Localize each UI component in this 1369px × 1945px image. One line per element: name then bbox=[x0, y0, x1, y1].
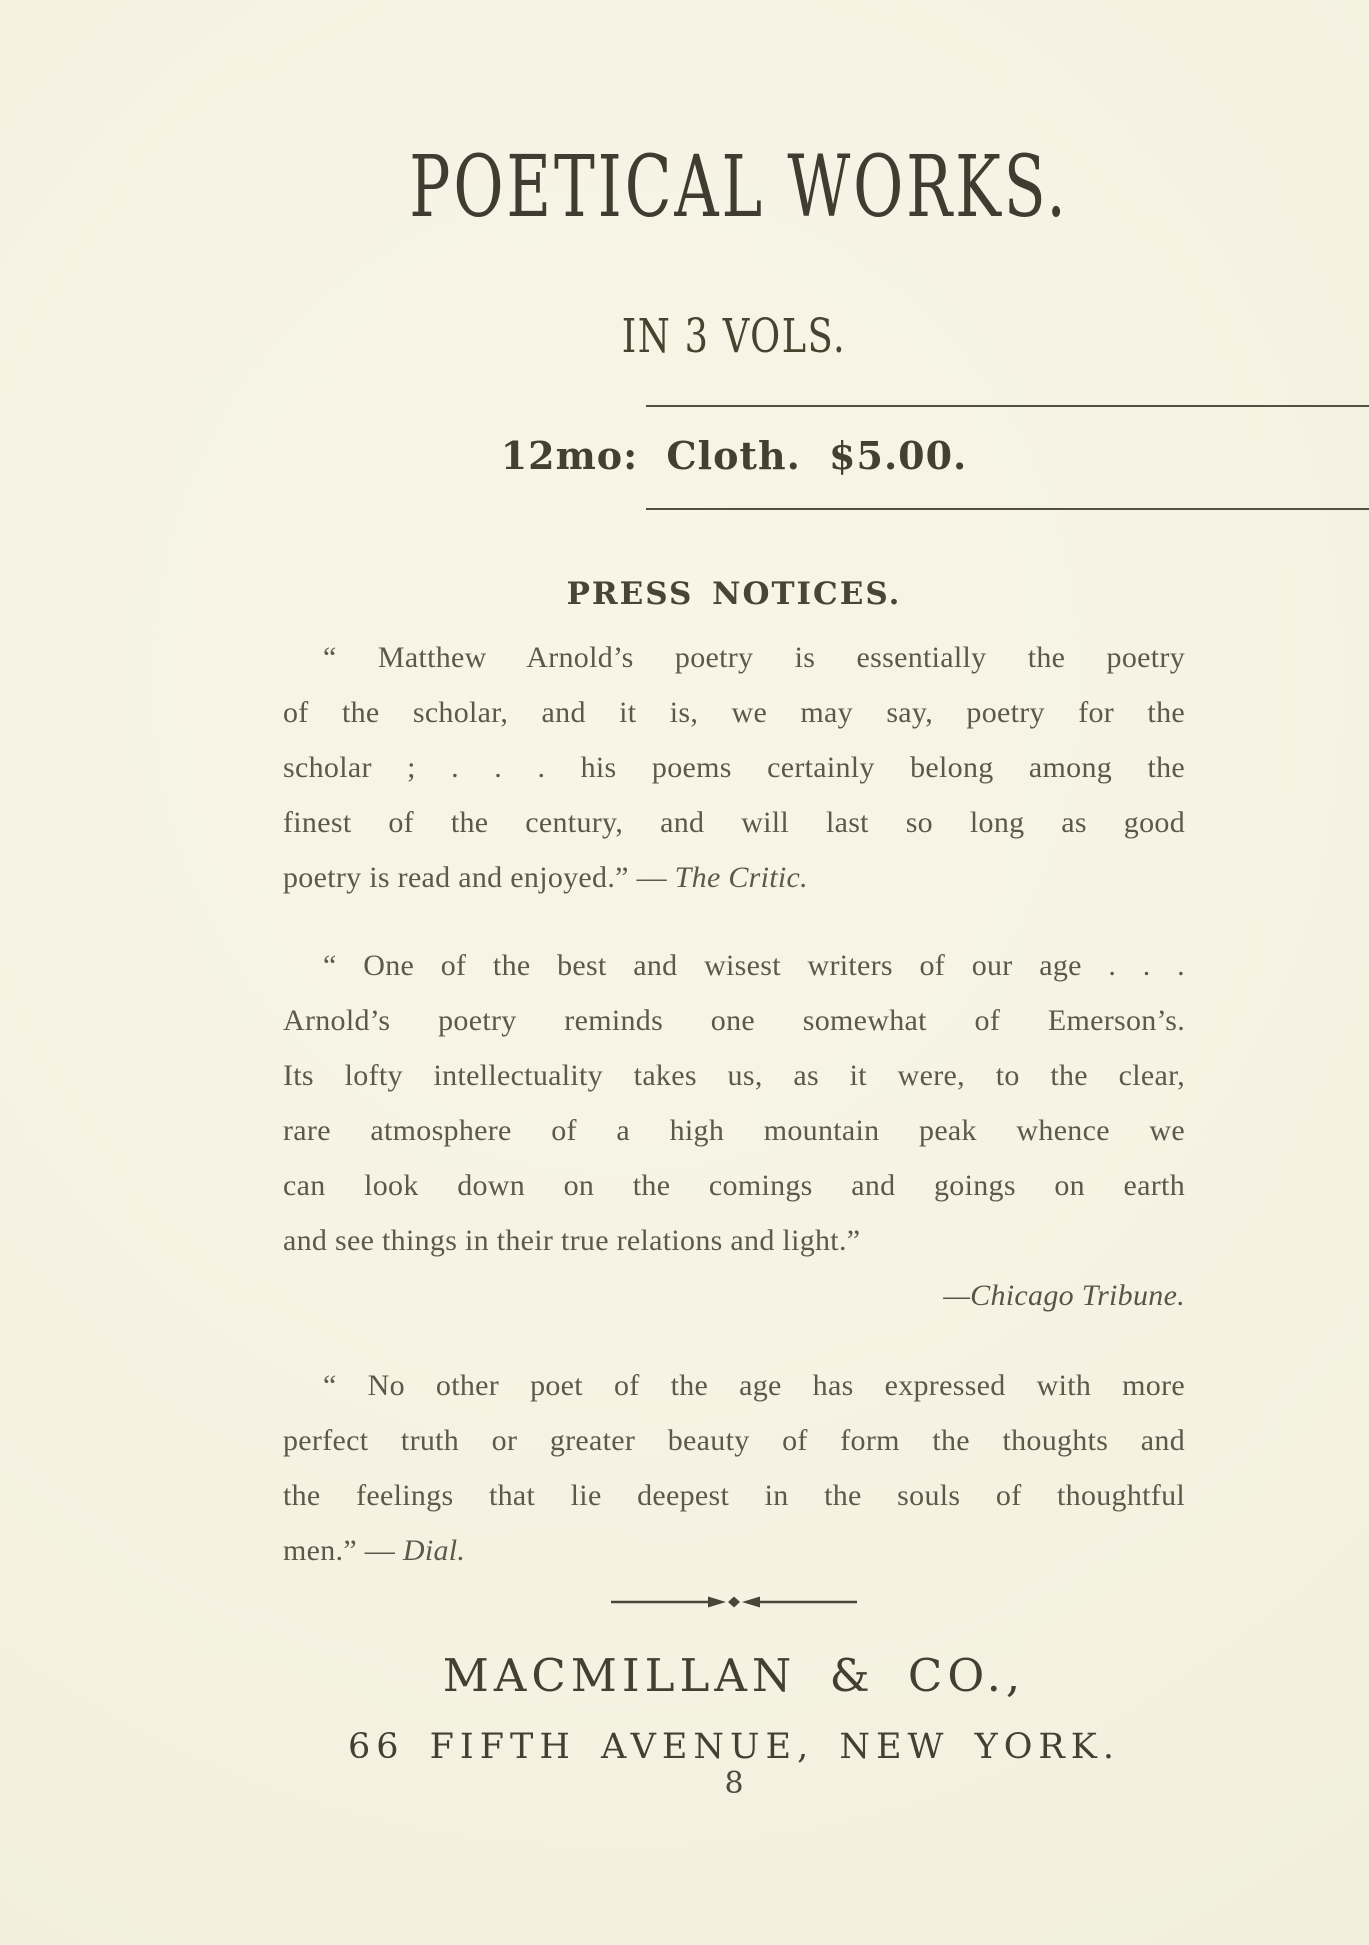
quote-text-end: and see things in their true relations and light.” bbox=[283, 1224, 861, 1257]
quote-line: of the scholar, and it is, we may say, poetry for the bbox=[283, 696, 1185, 729]
quote-line: Arnold’s poetry reminds one somewhat of Emerson’s. bbox=[283, 1004, 1185, 1037]
quote-line: finest of the century, and will last so long as good bbox=[283, 806, 1185, 839]
quote-last-line bbox=[283, 1213, 1185, 1268]
publisher-address: 66 FIFTH AVENUE, NEW YORK. bbox=[347, 1727, 1121, 1767]
quote-line: Its lofty intellectuality takes us, as it were, to the clear, bbox=[283, 1059, 1185, 1092]
page-number: 8 bbox=[724, 1766, 744, 1801]
quote-text-end: men.” — bbox=[283, 1534, 403, 1567]
quote-last-line bbox=[283, 850, 1185, 905]
quote-line: “ Matthew Arnold’s poetry is essentially the poetry bbox=[323, 641, 1185, 674]
page-title: POETICAL WORKS. bbox=[409, 138, 1069, 237]
quote-lines bbox=[283, 1358, 1185, 1523]
quote-line: “ No other poet of the age has expressed with more bbox=[323, 1369, 1185, 1402]
quote-line: perfect truth or greater beauty of form the thoughts and bbox=[283, 1424, 1185, 1457]
inward-arrows-rule-icon bbox=[611, 1594, 857, 1610]
quote-line: rare atmosphere of a high mountain peak whence we bbox=[283, 1114, 1185, 1147]
volumes-line: IN 3 VOLS. bbox=[621, 309, 847, 364]
publisher-name: MACMILLAN & CO., bbox=[442, 1649, 1026, 1702]
quote-line: the feelings that lie deepest in the souls of thoughtful bbox=[283, 1479, 1185, 1512]
quote-last-line bbox=[283, 1523, 1185, 1578]
quote-text-end: poetry is read and enjoyed.” — bbox=[283, 861, 675, 894]
text-column bbox=[283, 0, 1185, 1945]
quote-attribution: —Chicago Tribune. bbox=[943, 1279, 1185, 1312]
press-quote-critic bbox=[283, 630, 1185, 905]
horizontal-rule-bottom bbox=[646, 508, 1369, 510]
press-notices-heading: PRESS NOTICES. bbox=[566, 576, 902, 612]
edition-price-line: 12mo: Cloth. $5.00. bbox=[500, 433, 968, 478]
quote-lines bbox=[283, 630, 1185, 850]
quote-lines bbox=[283, 938, 1185, 1213]
press-quote-dial bbox=[283, 1358, 1185, 1578]
quote-line: scholar ; . . . his poems certainly belong among the bbox=[283, 751, 1185, 784]
horizontal-rule-top bbox=[646, 405, 1369, 407]
quote-source: Dial. bbox=[402, 1534, 466, 1567]
quote-line: can look down on the comings and goings on earth bbox=[283, 1169, 1185, 1202]
section-divider bbox=[283, 1594, 1185, 1610]
press-quote-chicago-tribune bbox=[283, 938, 1185, 1323]
quote-line: “ One of the best and wisest writers of our age . . . bbox=[323, 949, 1185, 982]
quote-source: The Critic. bbox=[674, 861, 808, 894]
